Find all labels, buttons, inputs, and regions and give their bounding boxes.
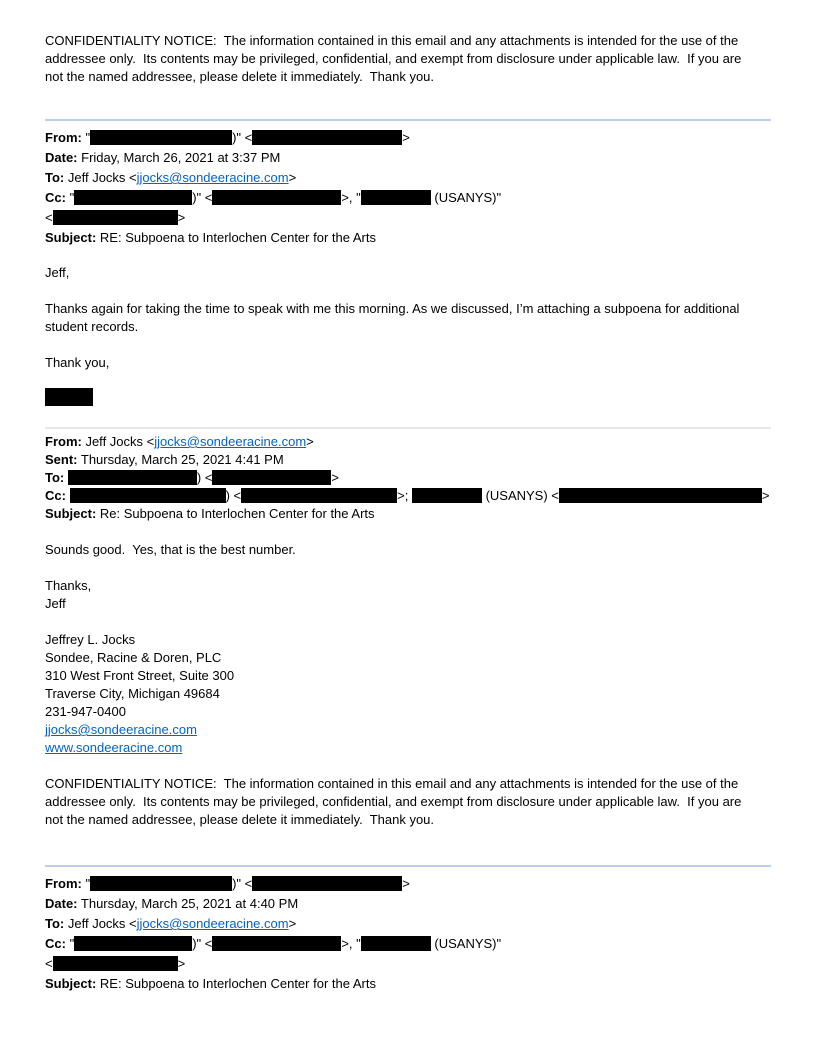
text-segment: Jeff Jocks < <box>64 916 137 931</box>
redaction-bar <box>74 190 192 205</box>
text-segment: > <box>331 470 340 485</box>
confidentiality-notice-top <box>45 32 771 86</box>
redaction-bar <box>212 470 331 485</box>
text-line <box>45 354 771 372</box>
redaction-bar <box>90 130 232 145</box>
field-label: Subject: <box>45 506 97 521</box>
text-segment: < <box>45 210 53 225</box>
text-segment: > <box>288 170 297 185</box>
text-segment: (USANYS)" <box>430 190 502 205</box>
redaction-bar <box>212 936 341 951</box>
text-segment: not the named addressee, please delete it immediately. Thank you. <box>45 812 435 827</box>
text-line <box>45 451 771 469</box>
field-label: To: <box>45 170 65 185</box>
url-link[interactable]: www.sondeeracine.com <box>45 740 183 755</box>
text-segment: Re: Subpoena to Interlochen Center for the Arts <box>96 506 375 521</box>
text-segment: not the named addressee, please delete it immediately. Thank you. <box>45 69 435 84</box>
text-line <box>45 974 771 994</box>
field-label: From: <box>45 434 82 449</box>
text-segment: >, " <box>341 190 361 205</box>
redaction-bar <box>361 936 431 951</box>
text-line <box>45 264 771 282</box>
text-line <box>45 559 771 577</box>
email-link[interactable]: jjocks@sondeeracine.com <box>45 722 197 737</box>
text-segment: ) < <box>196 470 213 485</box>
text-segment: Traverse City, Michigan 49684 <box>45 686 220 701</box>
email-document <box>45 32 771 994</box>
text-line <box>45 318 771 336</box>
text-segment: >, " <box>341 936 361 951</box>
text-segment: )" < <box>232 130 253 145</box>
field-label: From: <box>45 876 82 891</box>
text-line <box>45 703 771 721</box>
field-label: To: <box>45 916 65 931</box>
text-segment: ) < <box>225 488 242 503</box>
field-label: To: <box>45 470 65 485</box>
email-link[interactable]: jjocks@sondeeracine.com <box>154 434 307 449</box>
text-segment: Friday, March 26, 2021 at 3:37 PM <box>77 150 281 165</box>
text-line <box>45 168 771 188</box>
redaction-bar <box>241 488 397 503</box>
text-line <box>45 914 771 934</box>
text-segment: )" < <box>232 876 253 891</box>
text-line <box>45 300 771 318</box>
field-label: Cc: <box>45 190 66 205</box>
text-segment: Jeff, <box>45 265 70 280</box>
text-line <box>45 894 771 914</box>
field-label: Date: <box>45 150 78 165</box>
text-line <box>45 148 771 168</box>
text-segment: (USANYS)" <box>430 936 502 951</box>
text-segment: )" < <box>192 190 213 205</box>
text-line <box>45 505 771 523</box>
email-link[interactable]: jjocks@sondeeracine.com <box>136 916 289 931</box>
text-segment: (USANYS) < <box>481 488 559 503</box>
text-segment: Thursday, March 25, 2021 4:41 PM <box>77 452 284 467</box>
field-label: Sent: <box>45 452 78 467</box>
text-segment: addressee only. Its contents may be privileged, confidential, and exempt from disclosure under applicable law. If you are <box>45 794 742 809</box>
email3-header <box>45 867 771 994</box>
text-segment: " <box>65 936 75 951</box>
text-segment: >; <box>397 488 412 503</box>
text-line <box>45 739 771 757</box>
field-label: Date: <box>45 896 78 911</box>
text-segment: " <box>81 130 91 145</box>
text-segment: " <box>65 190 75 205</box>
text-segment: Thank you, <box>45 355 110 370</box>
email2-header <box>45 429 771 523</box>
redaction-bar <box>252 876 402 891</box>
text-segment: RE: Subpoena to Interlochen Center for the Arts <box>96 230 376 245</box>
text-line <box>45 541 771 559</box>
text-line <box>45 188 771 208</box>
redaction-bar <box>559 488 762 503</box>
text-segment: Jeffrey L. Jocks <box>45 632 136 647</box>
text-segment: > <box>402 130 410 145</box>
text-segment: Jeff Jocks < <box>64 170 137 185</box>
text-segment: Thanks, <box>45 578 92 593</box>
field-label: Subject: <box>45 230 97 245</box>
text-line <box>45 433 771 451</box>
text-segment: > <box>402 876 410 891</box>
text-segment: 231-947-0400 <box>45 704 126 719</box>
redaction-bar <box>412 488 482 503</box>
text-line <box>45 793 771 811</box>
text-segment: " <box>81 876 91 891</box>
text-line <box>45 757 771 775</box>
text-segment: Sounds good. Yes, that is the best number. <box>45 542 296 557</box>
text-line <box>45 685 771 703</box>
redaction-signature-bar <box>45 388 93 406</box>
field-label: Cc: <box>45 936 66 951</box>
text-segment: student records. <box>45 319 139 334</box>
text-line <box>45 874 771 894</box>
text-line <box>45 667 771 685</box>
text-line <box>45 50 771 68</box>
text-line <box>45 32 771 50</box>
text-segment: > <box>306 434 314 449</box>
text-line <box>45 228 771 248</box>
text-line <box>45 775 771 793</box>
redaction-bar <box>361 190 431 205</box>
text-line <box>45 208 771 228</box>
text-line <box>45 577 771 595</box>
text-line <box>45 649 771 667</box>
text-segment: addressee only. Its contents may be privileged, confidential, and exempt from disclosure under applicable law. If you are <box>45 51 742 66</box>
field-label: From: <box>45 130 82 145</box>
text-line <box>45 128 771 148</box>
redaction-bar <box>74 936 192 951</box>
text-segment: )" < <box>192 936 213 951</box>
redaction-bar <box>68 470 197 485</box>
text-segment: Jeff Jocks < <box>81 434 155 449</box>
text-segment: > <box>288 916 297 931</box>
text-segment: CONFIDENTIALITY NOTICE: The information contained in this email and any attachments is intended for the use of the <box>45 33 739 48</box>
redaction-bar <box>252 130 402 145</box>
text-line <box>45 811 771 829</box>
text-line <box>45 469 771 487</box>
email2-body <box>45 541 771 829</box>
text-segment: Jeff <box>45 596 66 611</box>
field-label: Subject: <box>45 976 97 991</box>
text-segment: CONFIDENTIALITY NOTICE: The information contained in this email and any attachments is intended for the use of the <box>45 776 739 791</box>
text-line <box>45 282 771 300</box>
redaction-bar <box>212 190 341 205</box>
text-segment: 310 West Front Street, Suite 300 <box>45 668 235 683</box>
text-line <box>45 68 771 86</box>
text-segment: < <box>45 956 53 971</box>
redaction-bar <box>70 488 226 503</box>
text-line <box>45 934 771 954</box>
text-segment: Thanks again for taking the time to speak with me this morning. As we discussed, I’m attaching a subpoena for additional <box>45 301 740 316</box>
text-line <box>45 954 771 974</box>
redaction-bar <box>53 956 178 971</box>
text-segment: > <box>177 210 186 225</box>
field-label: Cc: <box>45 488 66 503</box>
redaction-bar <box>53 210 178 225</box>
text-line <box>45 487 771 505</box>
text-line <box>45 595 771 613</box>
text-segment: Sondee, Racine & Doren, PLC <box>45 650 222 665</box>
text-line <box>45 721 771 739</box>
text-segment: > <box>761 488 770 503</box>
text-segment: > <box>177 956 186 971</box>
text-line <box>45 613 771 631</box>
redaction-bar <box>90 876 232 891</box>
text-segment: RE: Subpoena to Interlochen Center for the Arts <box>96 976 376 991</box>
text-line <box>45 336 771 354</box>
text-line <box>45 388 771 406</box>
text-segment: Thursday, March 25, 2021 at 4:40 PM <box>77 896 299 911</box>
email1-header <box>45 121 771 248</box>
text-line <box>45 631 771 649</box>
email-link[interactable]: jjocks@sondeeracine.com <box>136 170 289 185</box>
email1-body <box>45 264 771 406</box>
